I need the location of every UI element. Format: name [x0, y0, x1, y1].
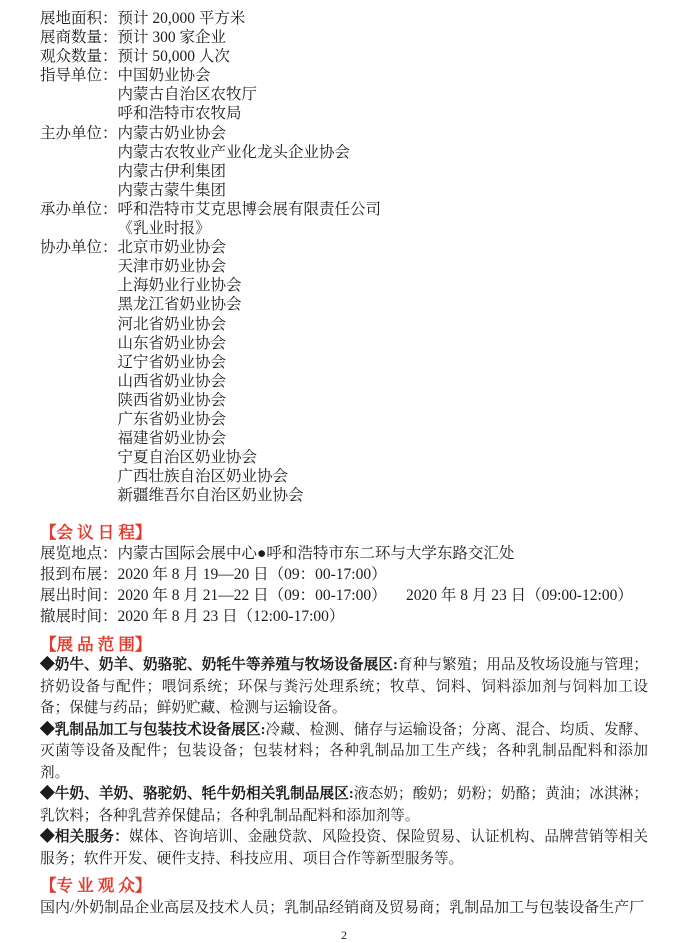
info-row-value: 《乳业时报》	[117, 220, 211, 238]
info-row-value: 广西壮族自治区奶业协会	[117, 468, 289, 486]
info-row-value: 预计 50,000 人次	[117, 48, 230, 66]
info-row-value: 内蒙古蒙牛集团	[117, 181, 227, 199]
info-row-value: 内蒙古自治区农牧厅	[117, 86, 258, 104]
info-row-value: 陕西省奶业协会	[117, 391, 227, 409]
info-row	[40, 66, 648, 123]
schedule-heading: 【会 议 日 程】	[40, 523, 152, 543]
info-row-value: 内蒙古伊利集团	[117, 162, 227, 180]
scope-item	[40, 784, 648, 827]
info-row-value: 呼和浩特市农牧局	[117, 105, 242, 123]
scope-item-heading: ◆牛奶、羊奶、骆驼奶、牦牛奶相关乳制品展区:	[40, 786, 354, 803]
schedule-lines	[40, 543, 648, 627]
scope-items	[40, 655, 648, 870]
info-row-values	[118, 66, 648, 123]
info-row	[40, 9, 648, 28]
schedule-line: 报到布展：2020 年 8 月 19—20 日（09：00-17:00）	[40, 566, 387, 584]
info-row-values	[118, 124, 648, 200]
scope-item-body: 育种与繁殖；用品及牧场设施与管理；挤奶设备与配件；喂饲系统；环保与粪污处理系统；牧草、饲料、饲料添加剂与饲料加工设备；保健与药品；鲜奶贮藏、检测与运输设备。	[40, 657, 648, 717]
scope-item-body: 液态奶；酸奶；奶粉；奶酪；黄油；冰淇淋；乳饮料；各种乳营养保健品；各种乳制品配料和添加剂等。	[40, 786, 648, 824]
info-row-value: 山东省奶业协会	[117, 334, 227, 352]
info-row-value: 预计 300 家企业	[117, 29, 227, 47]
scope-item	[40, 720, 648, 785]
info-row-value: 山西省奶业协会	[117, 372, 227, 390]
info-row-value: 北京市奶业协会	[117, 239, 227, 257]
info-row-value: 黑龙江省奶业协会	[117, 296, 242, 314]
info-row-values	[118, 28, 648, 47]
scope-item	[40, 655, 648, 720]
info-row-label: 展商数量：	[40, 29, 118, 47]
scope-item-body: 冷藏、检测、储存与运输设备；分离、混合、均质、发酵、灭菌等设备及配件；包装设备；包装材料；各种乳制品加工生产线；各种乳制品配料和添加剂。	[40, 721, 648, 781]
info-row-values	[118, 238, 648, 505]
info-row-value: 天津市奶业协会	[117, 258, 227, 276]
info-row-value: 中国奶业协会	[117, 67, 211, 85]
scope-item-body: 媒体、咨询培训、金融贷款、风险投资、保险贸易、认证机构、品牌营销等相关服务；软件开发、硬件支持、科技应用、项目合作等新型服务等。	[40, 829, 648, 867]
info-row-values	[118, 47, 648, 66]
info-row-value: 福建省奶业协会	[117, 430, 227, 448]
info-row-label: 指导单位：	[40, 67, 118, 85]
info-row-value: 河北省奶业协会	[117, 315, 227, 333]
visitors-heading: 【专 业 观 众】	[40, 876, 152, 896]
info-row-values	[118, 9, 648, 28]
info-row-label: 承办单位：	[40, 200, 118, 218]
visitors-paragraph: 国内/外奶制品企业高层及技术人员；乳制品经销商及贸易商；乳制品加工与包装设备生产厂	[40, 900, 645, 917]
info-row-value: 新疆维吾尔自治区奶业协会	[117, 487, 304, 505]
exhibition-info-list	[40, 9, 648, 505]
scope-item-heading: ◆乳制品加工与包装技术设备展区:	[40, 721, 266, 738]
scope-item-heading: ◆奶牛、奶羊、奶骆驼、奶牦牛等养殖与牧场设备展区:	[40, 657, 398, 674]
info-row-values	[118, 200, 648, 238]
schedule-line: 展出时间：2020 年 8 月 21—22 日（09：00-17:00） 2020 年 8 月 23 日（09:00-12:00）	[40, 587, 633, 605]
info-row	[40, 200, 648, 238]
info-row	[40, 28, 648, 47]
scope-heading: 【展 品 范 围】	[40, 635, 152, 655]
info-row-value: 广东省奶业协会	[117, 410, 227, 428]
info-row-value: 内蒙古农牧业产业化龙头企业协会	[117, 143, 351, 161]
info-row-value: 宁夏自治区奶业协会	[117, 449, 258, 467]
scope-item-heading: ◆相关服务：	[40, 829, 130, 846]
info-row	[40, 238, 648, 505]
schedule-line: 展览地点：内蒙古国际会展中心●呼和浩特市东二环与大学东路交汇处	[40, 545, 515, 563]
info-row-value: 辽宁省奶业协会	[117, 353, 227, 371]
info-row-label: 主办单位：	[40, 124, 118, 142]
page-footer	[40, 928, 648, 943]
info-row-value: 呼和浩特市艾克思博会展有限责任公司	[117, 200, 382, 218]
info-row-value: 预计 20,000 平方米	[117, 10, 246, 27]
scope-item	[40, 827, 648, 870]
info-row	[40, 47, 648, 66]
info-row-label: 协办单位：	[40, 239, 118, 257]
info-row-value: 内蒙古奶业协会	[117, 124, 227, 142]
schedule-line: 撤展时间：2020 年 8 月 23 日（12:00-17:00）	[40, 608, 345, 626]
page-number: 2	[341, 927, 347, 942]
info-row	[40, 124, 648, 200]
info-row-label: 展地面积：	[40, 10, 118, 27]
info-row-value: 上海奶业行业协会	[117, 277, 242, 295]
info-row-label: 观众数量：	[40, 48, 118, 66]
